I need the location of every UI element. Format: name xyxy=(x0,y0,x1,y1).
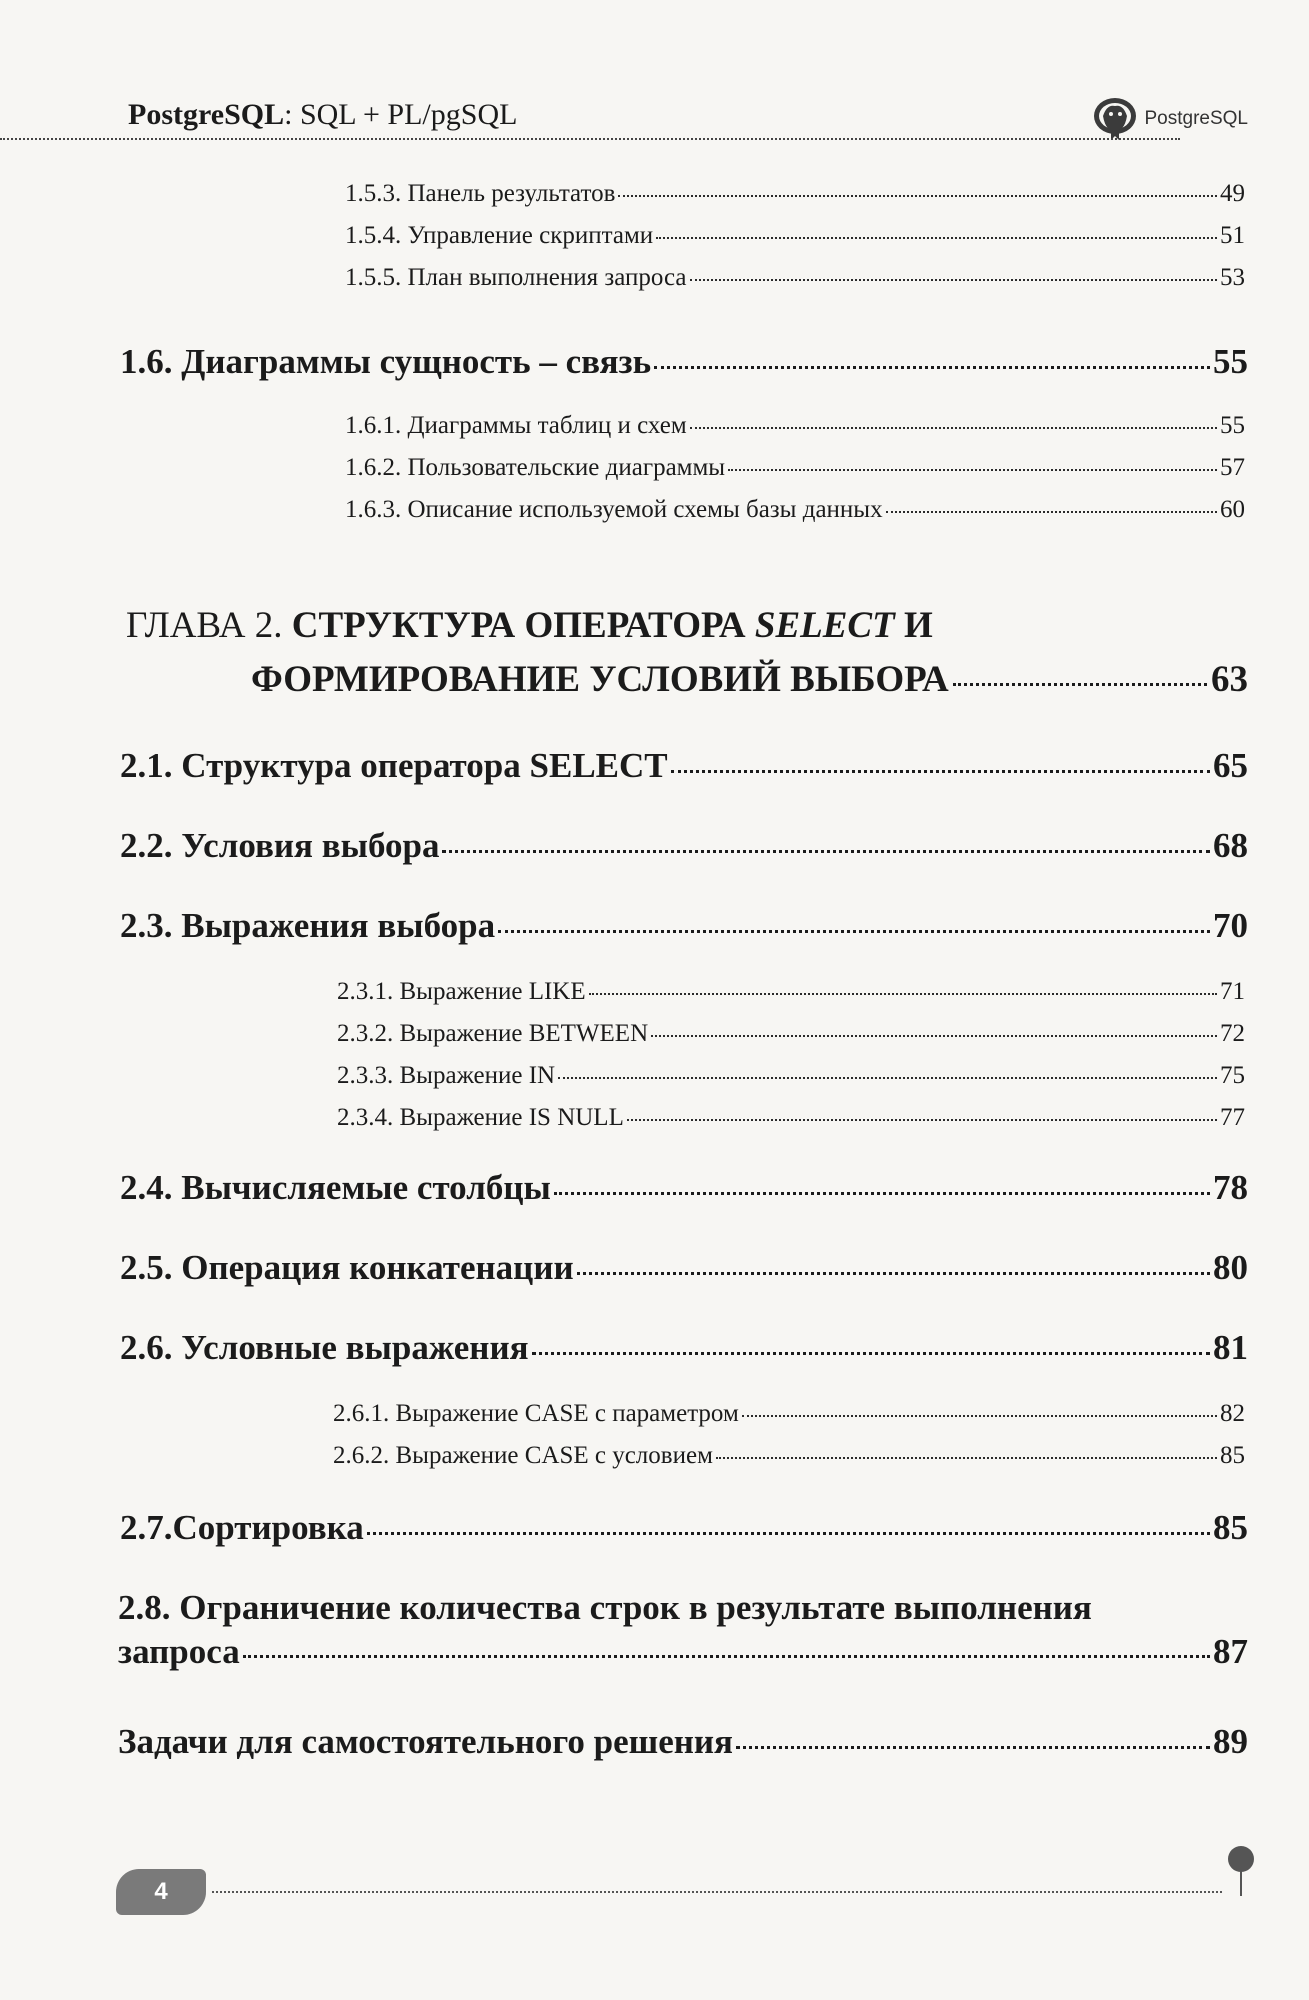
toc-entry[interactable] xyxy=(345,412,1245,440)
chapter-title-part: И xyxy=(894,605,933,646)
toc-section[interactable] xyxy=(118,1722,1248,1762)
toc-page: 55 xyxy=(1213,342,1248,381)
footer-ornament-tail xyxy=(1240,1870,1242,1896)
toc-title: 2.6.2. Выражение CASE с условием xyxy=(333,1442,713,1469)
toc-section[interactable] xyxy=(120,826,1248,866)
toc-title: 2.6.1. Выражение CASE с параметром xyxy=(333,1400,739,1427)
toc-entry[interactable] xyxy=(333,1400,1245,1428)
toc-entry[interactable] xyxy=(333,1442,1245,1470)
chapter-title-line2: ФОРМИРОВАНИЕ УСЛОВИЙ ВЫБОРА xyxy=(251,659,949,700)
toc-title: 2.3.1. Выражение LIKE xyxy=(337,978,586,1005)
leader-dots xyxy=(243,1655,1210,1658)
chapter-prefix: ГЛАВА 2. xyxy=(126,605,292,646)
toc-title-line1: 2.8. Ограничение количества строк в результате выполнения xyxy=(118,1588,1092,1627)
toc-page: 75 xyxy=(1220,1062,1245,1089)
toc-entry[interactable] xyxy=(345,222,1245,250)
leader-dots xyxy=(627,1119,1217,1121)
toc-title: 1.5.5. План выполнения запроса xyxy=(345,264,687,291)
toc-title: 2.3.2. Выражение BETWEEN xyxy=(337,1020,649,1047)
toc-page: 81 xyxy=(1213,1328,1248,1367)
toc-title-line2-row xyxy=(118,1632,1248,1672)
toc-page: 82 xyxy=(1220,1400,1245,1427)
toc-title: 2.3.3. Выражение IN xyxy=(337,1062,556,1089)
page-number-badge xyxy=(116,1869,206,1915)
toc-page: 65 xyxy=(1213,746,1248,785)
toc-section[interactable] xyxy=(120,1508,1248,1548)
header-divider xyxy=(0,138,1180,140)
toc-title: 2.3.4. Выражение IS NULL xyxy=(337,1104,624,1131)
toc-entry[interactable] xyxy=(337,978,1245,1006)
leader-dots xyxy=(554,1192,1210,1195)
leader-dots xyxy=(367,1532,1210,1535)
toc-page: 51 xyxy=(1220,222,1245,249)
leader-dots xyxy=(532,1352,1210,1355)
leader-dots xyxy=(558,1077,1217,1079)
elephant-icon xyxy=(1089,94,1141,144)
toc-entry[interactable] xyxy=(337,1062,1245,1090)
book-title-bold: PostgreSQL xyxy=(128,98,285,131)
footer-divider xyxy=(212,1891,1222,1893)
leader-dots xyxy=(656,237,1217,239)
toc-section[interactable] xyxy=(120,746,1248,786)
toc-page: 71 xyxy=(1220,978,1245,1005)
toc-title: 2.4. Вычисляемые столбцы xyxy=(120,1168,551,1207)
page-number: 4 xyxy=(154,1878,168,1905)
toc-section[interactable] xyxy=(120,1248,1248,1288)
toc-title: 2.7.Сортировка xyxy=(120,1508,364,1547)
running-header xyxy=(128,98,1248,144)
book-title-rest: : SQL + PL/pgSQL xyxy=(284,98,518,131)
leader-dots xyxy=(690,427,1217,429)
toc-section[interactable] xyxy=(120,342,1248,382)
leader-dots xyxy=(442,850,1210,853)
chapter-heading-line1 xyxy=(126,604,933,647)
leader-dots xyxy=(728,469,1217,471)
toc-section[interactable] xyxy=(120,906,1248,946)
book-title xyxy=(128,98,517,132)
leader-dots xyxy=(886,511,1217,513)
toc-page: 60 xyxy=(1220,496,1245,523)
toc-page: 49 xyxy=(1220,180,1245,207)
leader-dots xyxy=(654,366,1210,369)
toc-page: 70 xyxy=(1213,906,1248,945)
toc-title: 1.5.4. Управление скриптами xyxy=(345,222,654,249)
footer-ornament xyxy=(1228,1846,1254,1872)
leader-dots xyxy=(742,1415,1217,1417)
chapter-title-part: СТРУКТУРА ОПЕРАТОРА xyxy=(291,605,755,646)
toc-title: 1.6. Диаграммы сущность – связь xyxy=(120,342,652,381)
toc-title-line2: запроса xyxy=(118,1632,240,1671)
leader-dots xyxy=(716,1457,1217,1459)
toc-page: 57 xyxy=(1220,454,1245,481)
toc-title: 2.2. Условия выбора xyxy=(120,826,440,865)
toc-section[interactable] xyxy=(118,1588,1248,1672)
toc-page: 78 xyxy=(1213,1168,1248,1207)
leader-dots xyxy=(589,993,1217,995)
toc-section[interactable] xyxy=(120,1168,1248,1208)
leader-dots xyxy=(651,1035,1217,1037)
toc-page: 87 xyxy=(1213,1632,1248,1671)
leader-dots xyxy=(498,930,1210,933)
chapter-heading-line2 xyxy=(251,658,1248,701)
leader-dots xyxy=(953,683,1207,686)
toc-entry[interactable] xyxy=(345,496,1245,524)
toc-title: 2.1. Структура оператора SELECT xyxy=(120,746,668,785)
leader-dots xyxy=(577,1272,1210,1275)
leader-dots xyxy=(671,770,1210,773)
logo-text: PostgreSQL xyxy=(1144,108,1248,129)
toc-title: 1.6.2. Пользовательские диаграммы xyxy=(345,454,726,481)
toc-page: 85 xyxy=(1220,1442,1245,1469)
toc-title: 1.5.3. Панель результатов xyxy=(345,180,616,207)
toc-page: 68 xyxy=(1213,826,1248,865)
toc-entry[interactable] xyxy=(345,454,1245,482)
toc-page: 80 xyxy=(1213,1248,1248,1287)
toc-entry[interactable] xyxy=(337,1104,1245,1132)
chapter-title-italic: SELECT xyxy=(754,605,895,646)
leader-dots xyxy=(690,279,1217,281)
toc-title: 2.5. Операция конкатенации xyxy=(120,1248,574,1287)
leader-dots xyxy=(618,195,1217,197)
toc-entry[interactable] xyxy=(337,1020,1245,1048)
toc-title: 2.3. Выражения выбора xyxy=(120,906,496,945)
toc-title: 1.6.1. Диаграммы таблиц и схем xyxy=(345,412,687,439)
leader-dots xyxy=(736,1746,1210,1749)
toc-entry[interactable] xyxy=(345,180,1245,208)
toc-title: 1.6.3. Описание используемой схемы базы данных xyxy=(345,496,883,523)
toc-page: 89 xyxy=(1213,1722,1248,1761)
toc-page: 72 xyxy=(1220,1020,1245,1047)
toc-section[interactable] xyxy=(120,1328,1248,1368)
postgresql-logo xyxy=(1089,94,1249,144)
toc-entry[interactable] xyxy=(345,264,1245,292)
toc-page: 63 xyxy=(1211,659,1248,700)
toc-page: 85 xyxy=(1213,1508,1248,1547)
toc-page: 77 xyxy=(1220,1104,1245,1131)
toc-title: 2.6. Условные выражения xyxy=(120,1328,529,1367)
toc-page: 53 xyxy=(1220,264,1245,291)
toc-title: Задачи для самостоятельного решения xyxy=(118,1722,733,1761)
toc-page: 55 xyxy=(1220,412,1245,439)
